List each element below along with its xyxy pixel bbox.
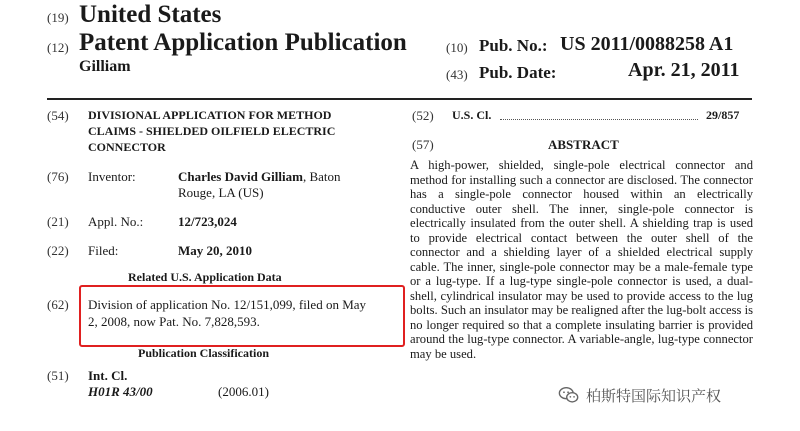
inventor-name-line [178,169,341,185]
watermark [558,384,721,406]
wechat-icon [558,384,580,406]
code-19: (19) [47,10,69,25]
pub-no-label: Pub. No.: [479,36,548,55]
intcl-value: H01R 43/00 [88,384,153,399]
filed-label: Filed: [88,243,119,258]
appl-label: Appl. No.: [88,214,144,229]
inventor-name: Charles David Gilliam [178,169,303,184]
intcl-label: Int. Cl. [88,368,128,383]
abstract-text: A high-power, shielded, single-pole electrical connector and method for installing such a connector are disclosed. The connector has a single-pole connector housed within an electrically conductive outer shell. The inner, single-pole connector is electrically insulated from the outer shell. A shielding trap is used to provide electrical contact between the outer shell of the connector and a shielding layer of a shielded electrical supply cable. The inner, single-pole connector may be a male-female type or a lug-type. If a lug-type single-pole connector is used, a dual-shell, cylindrical insulator may be used to provide access to the lug bolts. Such an insulator may be realigned after the lug-bolt access is no longer required so that a complete insulating barrier is provided around the lug-type connector. A variable-angle, lug-type connector may be used. [410,158,753,361]
intcl-code: (51) [47,368,69,383]
code-43: (43) [446,67,468,82]
title-code: (54) [47,108,69,123]
pub-date-label: Pub. Date: [479,63,557,82]
code-12: (12) [47,40,69,55]
abstract-code: (57) [412,137,434,152]
country-heading: United States [79,1,222,28]
inventor-location-2: Rouge, LA (US) [178,185,264,200]
publication-type: Patent Application Publication [79,29,407,56]
related-data-heading: Related U.S. Application Data [128,270,282,284]
division-code: (62) [47,297,69,312]
division-line-2: 2, 2008, now Pat. No. 7,828,593. [88,314,260,329]
title-line-1: DIVISIONAL APPLICATION FOR METHOD [88,108,332,122]
division-line-1: Division of application No. 12/151,099, filed on May [88,297,367,312]
abstract-heading: ABSTRACT [548,137,619,152]
filed-code: (22) [47,243,69,258]
uscl-code: (52) [412,108,434,123]
inventor-code: (76) [47,169,69,184]
pub-no-value: US 2011/0088258 A1 [560,33,734,55]
uscl-label: U.S. Cl. [452,108,492,122]
intcl-year: (2006.01) [218,384,269,399]
pub-date-value: Apr. 21, 2011 [628,59,740,81]
code-10: (10) [446,40,468,55]
title-line-2: CLAIMS - SHIELDED OILFIELD ELECTRIC [88,124,336,138]
appl-number: 12/723,024 [178,214,237,229]
filed-date: May 20, 2010 [178,243,253,258]
inventor-location-1: , Baton [302,169,341,184]
uscl-value: 29/857 [706,108,740,122]
uscl-leader-dots [500,111,698,120]
watermark-text: 柏斯特国际知识产权 [586,386,722,405]
inventor-label: Inventor: [88,169,136,184]
inventor-short-name: Gilliam [79,58,131,75]
title-line-3: CONNECTOR [88,140,166,154]
header-separator [47,98,752,100]
publication-classification-heading: Publication Classification [138,346,270,360]
appl-code: (21) [47,214,69,229]
